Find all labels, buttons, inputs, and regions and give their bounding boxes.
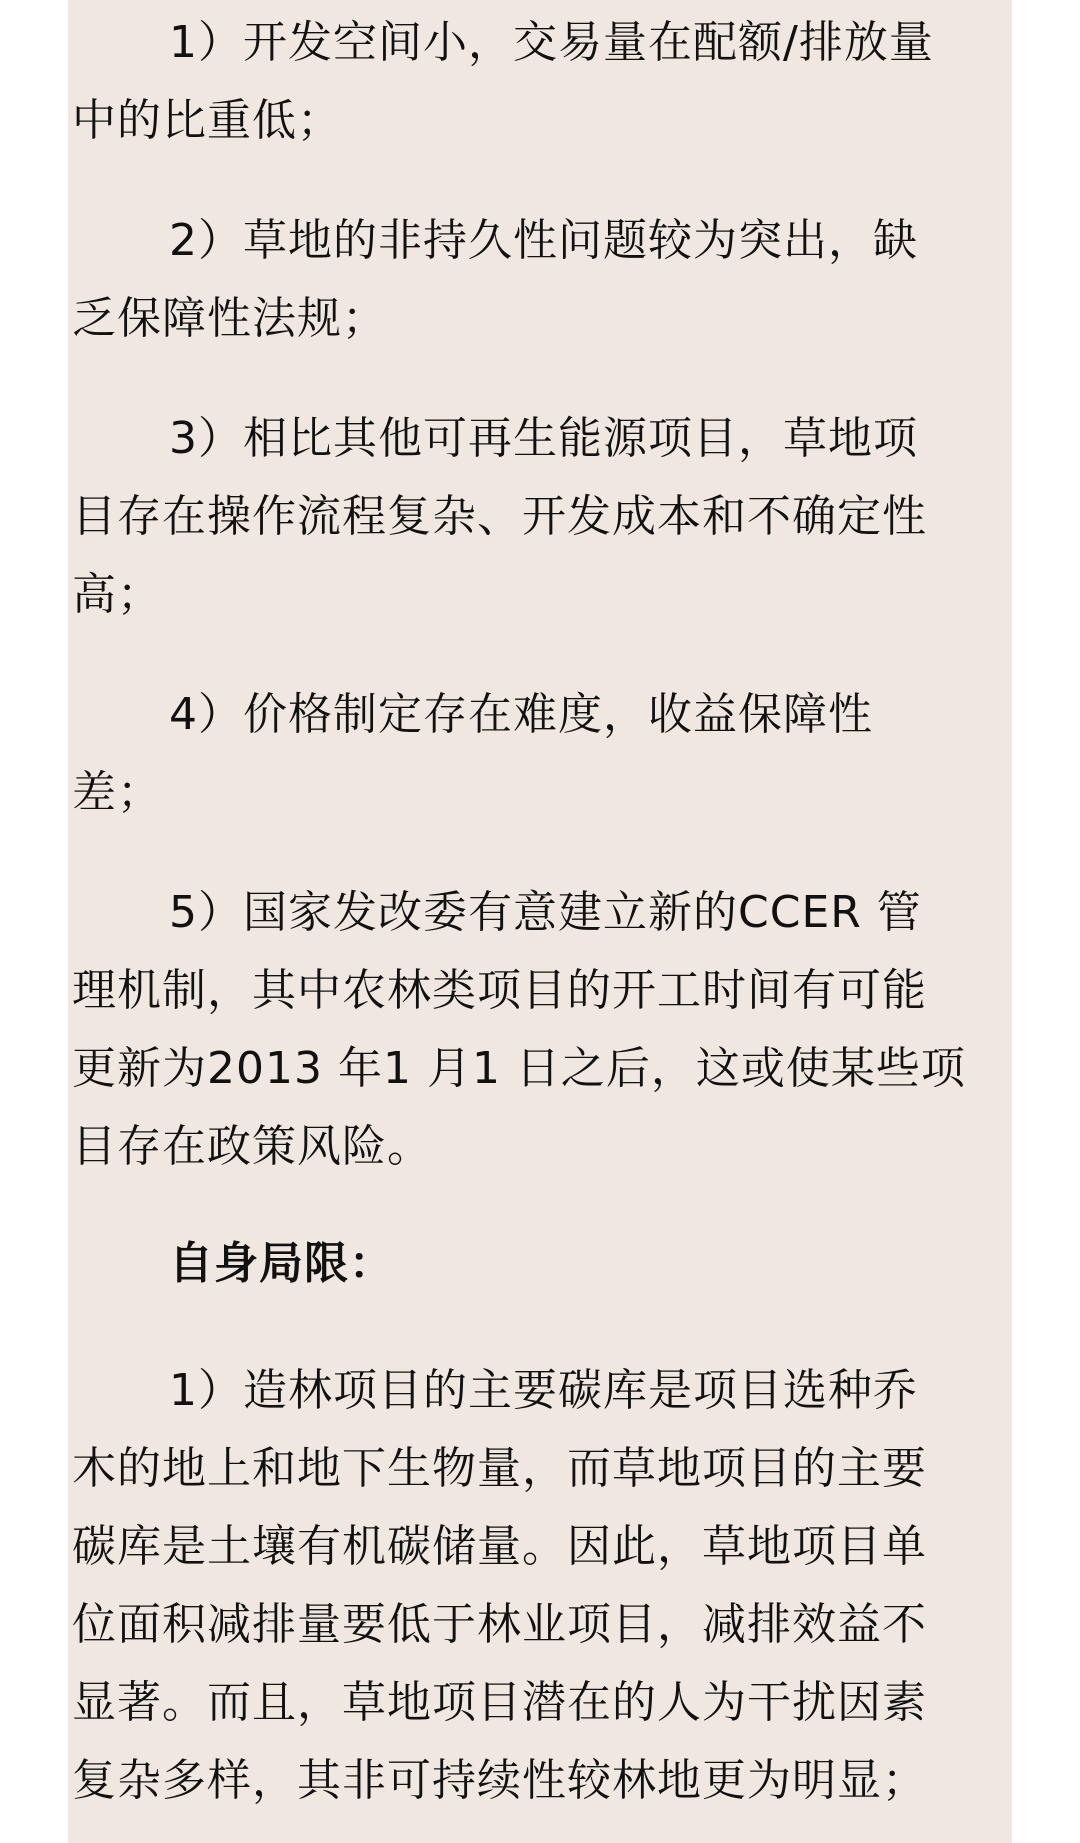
paragraph-line: 中的比重低；	[72, 95, 342, 146]
paragraph-line: 1）开发空间小，交易量在配额/排放量	[169, 17, 934, 68]
paragraph-line: 理机制，其中农林类项目的开工时间有可能	[72, 965, 927, 1016]
paragraph-2	[72, 202, 1002, 358]
paragraph-line: 差；	[72, 767, 162, 818]
paragraph-line: 2）草地的非持久性问题较为突出，缺	[169, 215, 918, 266]
paragraph-line: 乏保障性法规；	[72, 293, 387, 344]
paragraph-line: 4）价格制定存在难度，收益保障性	[169, 689, 873, 740]
paragraph-line: 显著。而且，草地项目潜在的人为干扰因素	[72, 1677, 927, 1728]
paragraph-line: 更新为2013 年1 月1 日之后，这或使某些项	[72, 1043, 966, 1094]
paragraph-line: 目存在操作流程复杂、开发成本和不确定性	[72, 491, 927, 542]
section-heading	[72, 1225, 1002, 1303]
paragraph-4	[72, 676, 1002, 832]
paragraph-line: 碳库是土壤有机碳储量。因此，草地项目单	[72, 1521, 927, 1572]
paragraph-line: 位面积减排量要低于林业项目，减排效益不	[72, 1599, 927, 1650]
paragraph-6	[72, 1352, 1002, 1820]
section-heading-text: 自身局限：	[169, 1238, 394, 1289]
paragraph-line: 1）造林项目的主要碳库是项目选种乔	[169, 1365, 918, 1416]
paragraph-line: 木的地上和地下生物量，而草地项目的主要	[72, 1443, 927, 1494]
paragraph-line: 3）相比其他可再生能源项目，草地项	[169, 413, 918, 464]
paragraph-line: 目存在政策风险。	[72, 1121, 432, 1172]
paragraph-3	[72, 400, 1002, 634]
paragraph-1	[72, 4, 1002, 160]
paragraph-line: 复杂多样，其非可持续性较林地更为明显；	[72, 1755, 927, 1806]
paragraph-line: 5）国家发改委有意建立新的CCER 管	[169, 887, 922, 938]
paragraph-5	[72, 874, 1002, 1186]
paragraph-line: 高；	[72, 569, 162, 620]
